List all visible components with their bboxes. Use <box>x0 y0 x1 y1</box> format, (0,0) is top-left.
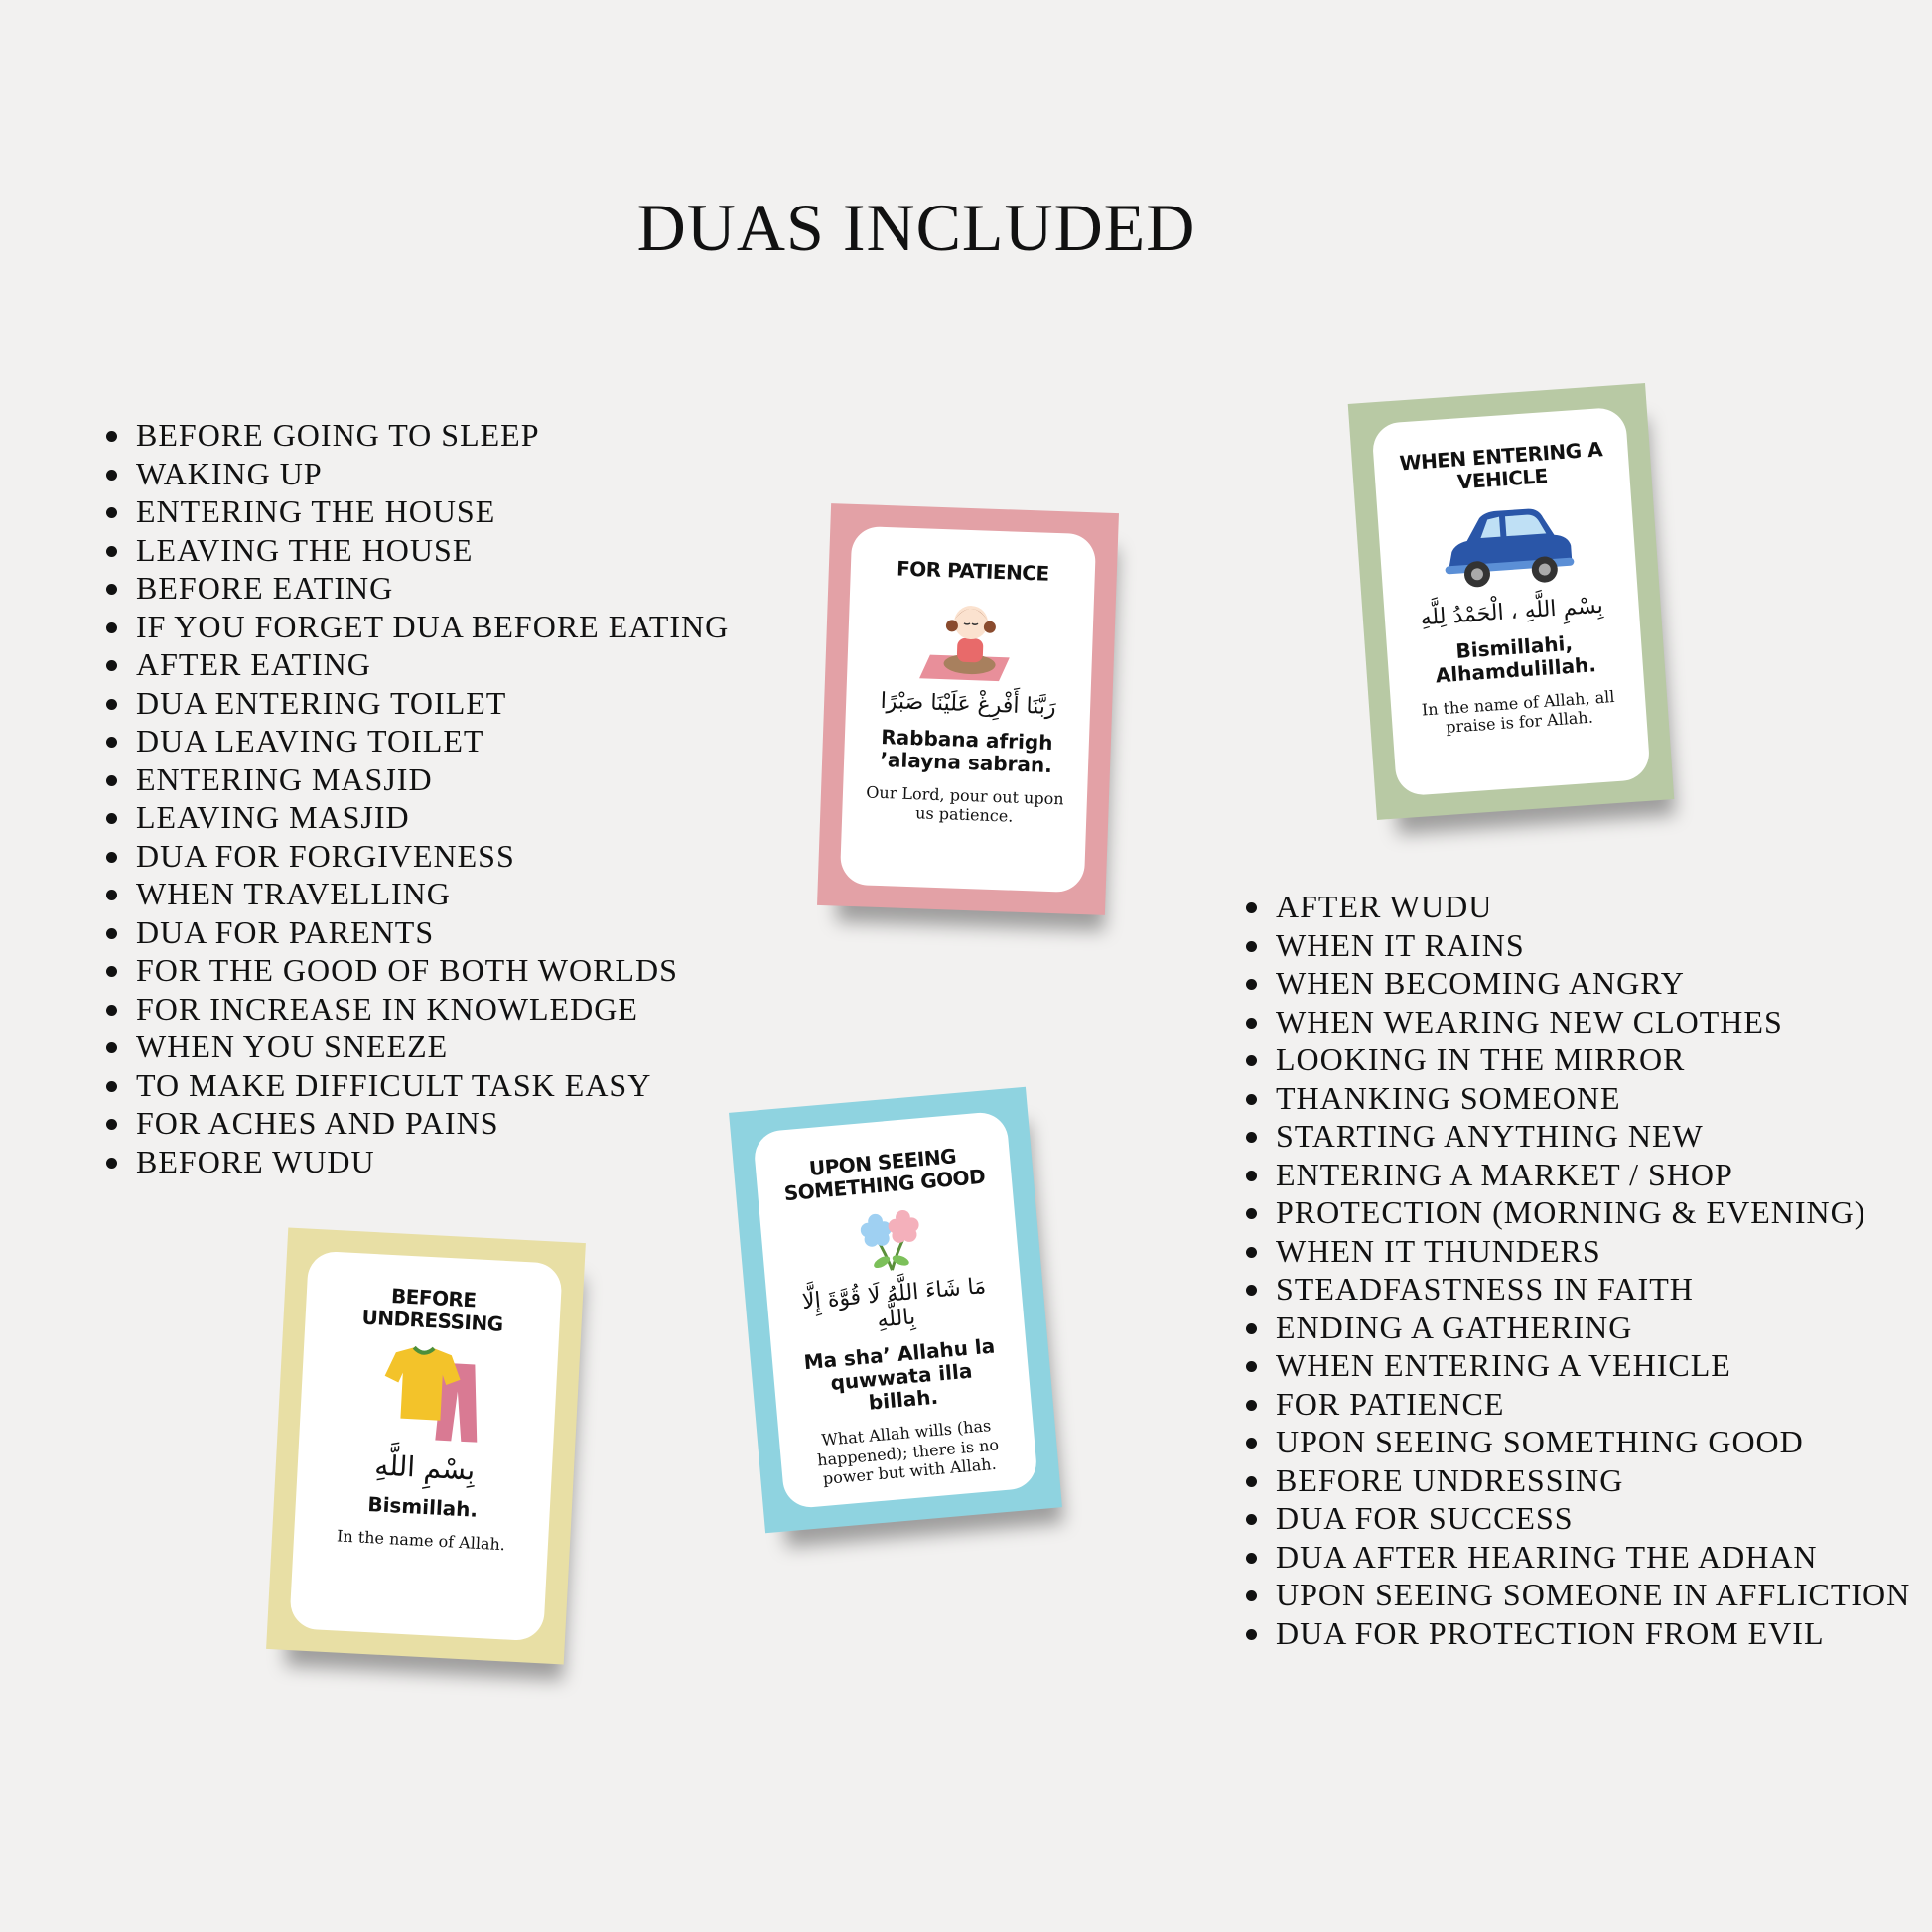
card-title: UPON SEEING SOMETHING GOOD <box>782 1144 987 1206</box>
list-item: LEAVING THE HOUSE <box>106 531 729 570</box>
card-meaning: In the name of Allah, all praise is for Allah. <box>1421 686 1615 738</box>
list-item: BEFORE UNDRESSING <box>1246 1461 1910 1500</box>
list-item: DUA FOR SUCCESS <box>1246 1499 1910 1538</box>
card-inner <box>753 1111 1038 1510</box>
list-item: ENTERING THE HOUSE <box>106 492 729 531</box>
list-item: DUA FOR PARENTS <box>106 913 729 952</box>
card-when-entering-a-vehicle <box>1348 383 1675 820</box>
list-item: AFTER WUDU <box>1246 888 1910 926</box>
list-item: DUA AFTER HEARING THE ADHAN <box>1246 1538 1910 1577</box>
card-transliteration: Rabbana afrigh ’alayna sabran. <box>880 724 1053 777</box>
clothes-icon <box>361 1341 495 1448</box>
card-upon-seeing-something-good <box>729 1087 1062 1534</box>
list-item: DUA LEAVING TOILET <box>106 722 729 760</box>
card-inner <box>289 1251 563 1642</box>
page-title: DUAS INCLUDED <box>636 190 1196 265</box>
list-item: WHEN BECOMING ANGRY <box>1246 964 1910 1003</box>
list-item: TO MAKE DIFFICULT TASK EASY <box>106 1066 729 1105</box>
list-item: IF YOU FORGET DUA BEFORE EATING <box>106 608 729 646</box>
card-before-undressing <box>266 1227 586 1664</box>
card-transliteration: Ma sha’ Allahu la quwwata illa billah. <box>802 1333 997 1416</box>
list-item: WHEN WEARING NEW CLOTHES <box>1246 1003 1910 1041</box>
car-icon <box>1435 497 1580 597</box>
list-item: ENTERING A MARKET / SHOP <box>1246 1156 1910 1194</box>
list-item: LEAVING MASJID <box>106 798 729 837</box>
list-item: DUA FOR FORGIVENESS <box>106 837 729 876</box>
list-item: DUA ENTERING TOILET <box>106 684 729 723</box>
dua-list-left <box>106 416 729 1180</box>
list-item: WHEN IT THUNDERS <box>1246 1232 1910 1271</box>
flowers-icon <box>832 1204 946 1280</box>
card-meaning: What Allah wills (has happened); there is no power but with Allah. <box>816 1416 1000 1488</box>
card-inner <box>1371 407 1651 797</box>
list-item: PROTECTION (MORNING & EVENING) <box>1246 1193 1910 1232</box>
list-item: ENTERING MASJID <box>106 760 729 799</box>
list-item: FOR INCREASE IN KNOWLEDGE <box>106 990 729 1029</box>
card-meaning: In the name of Allah. <box>336 1526 506 1555</box>
card-inner <box>840 526 1096 893</box>
list-item: UPON SEEING SOMETHING GOOD <box>1246 1423 1910 1461</box>
list-item: BEFORE EATING <box>106 569 729 608</box>
list-item: STARTING ANYTHING NEW <box>1246 1117 1910 1156</box>
list-item: WAKING UP <box>106 455 729 493</box>
list-item: STEADFASTNESS IN FAITH <box>1246 1270 1910 1309</box>
list-item: ENDING A GATHERING <box>1246 1309 1910 1347</box>
list-item: BEFORE WUDU <box>106 1143 729 1181</box>
card-arabic: رَبَّنَا أَفْرِغْ عَلَيْنَا صَبْرًا <box>880 688 1057 721</box>
card-arabic: بِسْمِ اللَّهِ ، الْحَمْدُ لِلَّهِ <box>1419 593 1604 631</box>
card-title: WHEN ENTERING A VEHICLE <box>1398 437 1603 494</box>
card-title: BEFORE UNDRESSING <box>361 1283 504 1336</box>
list-item: LOOKING IN THE MIRROR <box>1246 1040 1910 1079</box>
card-arabic: بِسْمِ اللَّهِ <box>373 1449 477 1487</box>
list-item: WHEN TRAVELLING <box>106 875 729 913</box>
card-transliteration: Bismillah. <box>366 1492 479 1522</box>
card-arabic: مَا شَاءَ اللَّهُ لَا قُوَّةَ إِلَّا بِاللَّهِ <box>801 1274 988 1334</box>
dua-list-right <box>1246 888 1910 1652</box>
card-title: FOR PATIENCE <box>896 556 1050 586</box>
list-item: BEFORE GOING TO SLEEP <box>106 416 729 455</box>
list-item: FOR PATIENCE <box>1246 1385 1910 1424</box>
list-item: DUA FOR PROTECTION FROM EVIL <box>1246 1614 1910 1653</box>
list-item: UPON SEEING SOMEONE IN AFFLICTION <box>1246 1576 1910 1614</box>
girl-meditating-icon <box>914 593 1027 686</box>
card-transliteration: Bismillahi, Alhamdulillah. <box>1435 630 1597 688</box>
list-item: AFTER EATING <box>106 645 729 684</box>
list-item: THANKING SOMEONE <box>1246 1079 1910 1118</box>
card-meaning: Our Lord, pour out upon us patience. <box>866 782 1064 826</box>
card-for-patience <box>817 503 1119 915</box>
list-item: FOR THE GOOD OF BOTH WORLDS <box>106 951 729 990</box>
list-item: WHEN IT RAINS <box>1246 926 1910 965</box>
list-item: WHEN YOU SNEEZE <box>106 1028 729 1066</box>
list-item: WHEN ENTERING A VEHICLE <box>1246 1346 1910 1385</box>
list-item: FOR ACHES AND PAINS <box>106 1104 729 1143</box>
